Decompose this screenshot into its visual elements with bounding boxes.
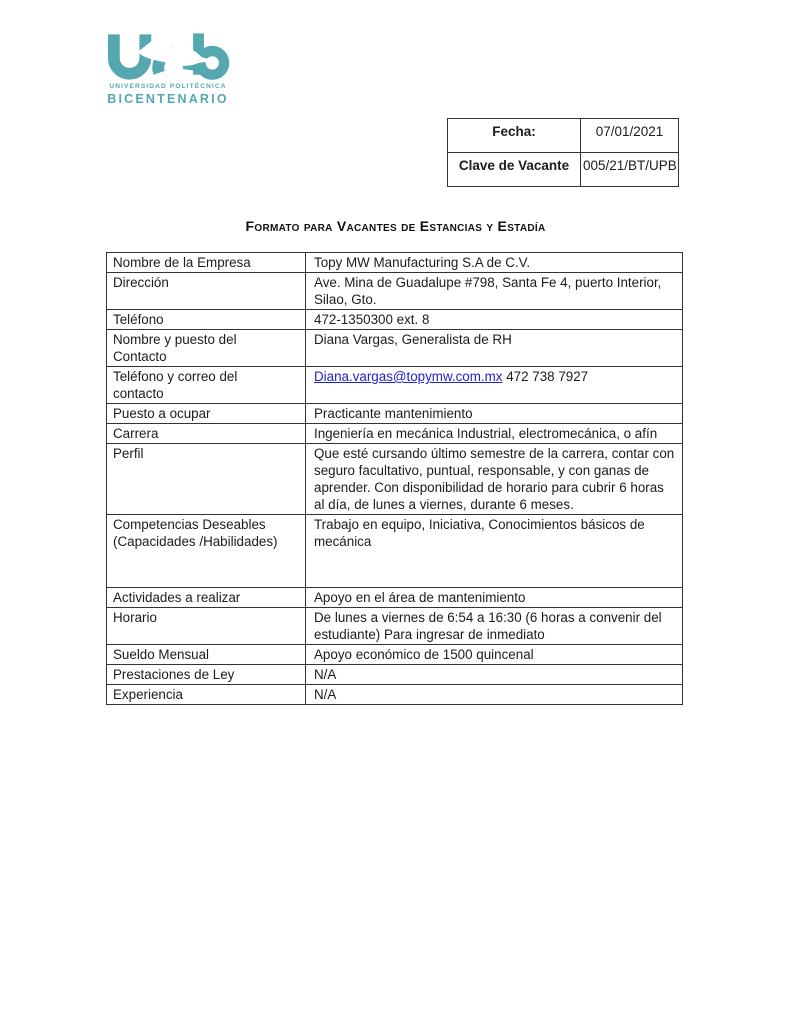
field-value: Apoyo económico de 1500 quincenal bbox=[306, 645, 683, 665]
field-label: Horario bbox=[107, 608, 306, 645]
table-row bbox=[107, 404, 683, 424]
table-row bbox=[448, 153, 679, 187]
table-row bbox=[107, 685, 683, 705]
field-value: Diana.vargas@topymw.com.mx 472 738 7927 bbox=[306, 367, 683, 404]
vacancy-table-body bbox=[107, 253, 683, 705]
field-label: Competencias Deseables (Capacidades /Habilidades) bbox=[107, 515, 306, 588]
table-row bbox=[107, 330, 683, 367]
field-value: Topy MW Manufacturing S.A de C.V. bbox=[306, 253, 683, 273]
field-value: Ingeniería en mecánica Industrial, electromecánica, o afín bbox=[306, 424, 683, 444]
field-label: Nombre de la Empresa bbox=[107, 253, 306, 273]
table-row bbox=[107, 253, 683, 273]
fecha-value: 07/01/2021 bbox=[581, 119, 679, 153]
field-label: Teléfono bbox=[107, 310, 306, 330]
field-label: Sueldo Mensual bbox=[107, 645, 306, 665]
field-label: Puesto a ocupar bbox=[107, 404, 306, 424]
upb-logo bbox=[102, 32, 234, 106]
field-value: Ave. Mina de Guadalupe #798, Santa Fe 4, puerto Interior, Silao, Gto. bbox=[306, 273, 683, 310]
field-value: Apoyo en el área de mantenimiento bbox=[306, 588, 683, 608]
table-row bbox=[107, 273, 683, 310]
table-row bbox=[107, 645, 683, 665]
logo-university-name: UNIVERSIDAD POLITÉCNICA bbox=[109, 83, 227, 90]
table-row bbox=[107, 608, 683, 645]
field-label: Actividades a realizar bbox=[107, 588, 306, 608]
field-value: 472-1350300 ext. 8 bbox=[306, 310, 683, 330]
table-row bbox=[107, 310, 683, 330]
table-row bbox=[107, 515, 683, 588]
field-label: Prestaciones de Ley bbox=[107, 665, 306, 685]
table-row bbox=[107, 588, 683, 608]
table-row bbox=[107, 367, 683, 404]
field-value: N/A bbox=[306, 665, 683, 685]
field-label: Teléfono y correo del contacto bbox=[107, 367, 306, 404]
field-label: Carrera bbox=[107, 424, 306, 444]
header-info-table bbox=[447, 118, 679, 187]
vacancy-table bbox=[106, 252, 683, 705]
clave-vacante-label: Clave de Vacante bbox=[448, 153, 581, 187]
table-row bbox=[107, 424, 683, 444]
field-label: Dirección bbox=[107, 273, 306, 310]
field-value: Diana Vargas, Generalista de RH bbox=[306, 330, 683, 367]
table-row bbox=[448, 119, 679, 153]
field-label: Perfil bbox=[107, 444, 306, 515]
field-value: N/A bbox=[306, 685, 683, 705]
field-value: Que esté cursando último semestre de la carrera, contar con seguro facultativo, puntual, responsable, y con ganas de aprender. Con disponibilidad de horario para cubrir 6 horas al día, de lunes a viernes, durante 6 meses. bbox=[306, 444, 683, 515]
fecha-label: Fecha: bbox=[448, 119, 581, 153]
field-value: Trabajo en equipo, Iniciativa, Conocimientos básicos de mecánica bbox=[306, 515, 683, 588]
clave-vacante-value: 005/21/BT/UPB bbox=[581, 153, 679, 187]
page-title: Formato para Vacantes de Estancias y Estadía bbox=[245, 218, 546, 234]
logo-letter-b-bowl bbox=[200, 51, 224, 75]
field-label: Experiencia bbox=[107, 685, 306, 705]
upb-logo-icon bbox=[104, 32, 232, 82]
field-label: Nombre y puesto del Contacto bbox=[107, 330, 306, 367]
field-value: De lunes a viernes de 6:54 a 16:30 (6 horas a convenir del estudiante) Para ingresar de inmediato bbox=[306, 608, 683, 645]
table-row bbox=[107, 665, 683, 685]
logo-bicentenario-name: BICENTENARIO bbox=[107, 92, 229, 106]
table-row bbox=[107, 444, 683, 515]
field-value: Practicante mantenimiento bbox=[306, 404, 683, 424]
contact-email-link[interactable]: Diana.vargas@topymw.com.mx bbox=[314, 369, 503, 384]
